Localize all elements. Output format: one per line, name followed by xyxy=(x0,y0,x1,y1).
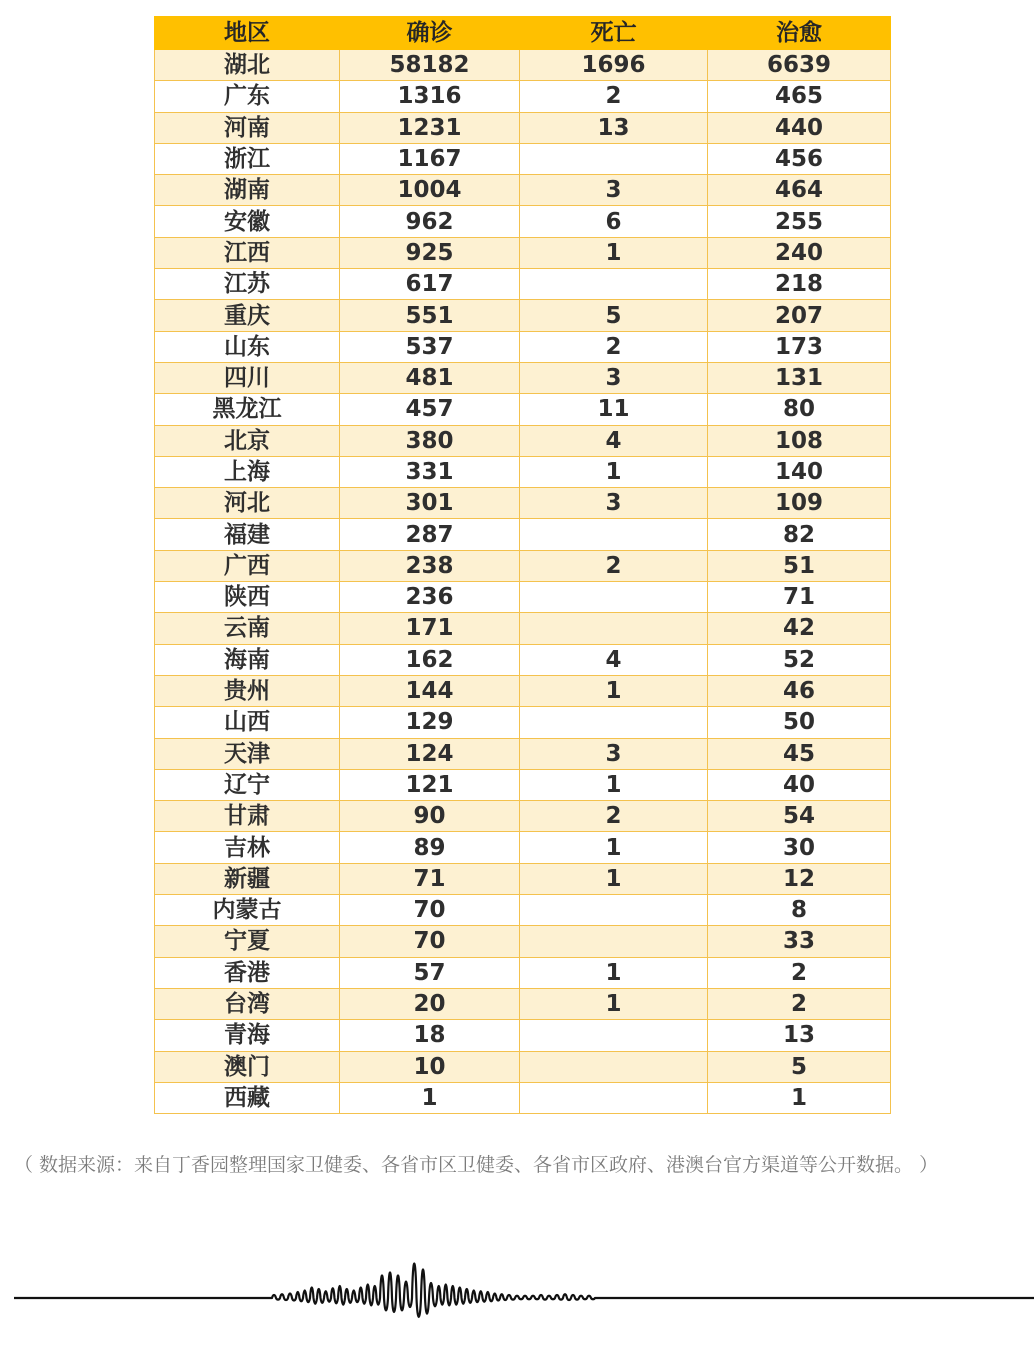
cell-region: 四川 xyxy=(155,362,340,393)
cell-region: 吉林 xyxy=(155,832,340,863)
table-row xyxy=(155,50,891,81)
cell-deaths: 3 xyxy=(520,488,708,519)
cell-region: 广东 xyxy=(155,81,340,112)
cell-confirmed: 144 xyxy=(340,675,520,706)
table-row xyxy=(155,456,891,487)
cell-recovered: 108 xyxy=(708,425,891,456)
cell-deaths xyxy=(520,613,708,644)
source-footnote: （ 数据来源：来自丁香园整理国家卫健委、各省市区卫健委、各省市区政府、港澳台官方渠道等公开数据。 ） xyxy=(14,1154,939,1176)
cell-deaths xyxy=(520,926,708,957)
table-row xyxy=(155,707,891,738)
cell-recovered: 13 xyxy=(708,1020,891,1051)
cell-region: 山西 xyxy=(155,707,340,738)
cell-region: 宁夏 xyxy=(155,926,340,957)
cell-deaths: 1 xyxy=(520,237,708,268)
cell-region: 黑龙江 xyxy=(155,394,340,425)
soundwave-divider-icon xyxy=(14,1248,1034,1338)
cell-confirmed: 171 xyxy=(340,613,520,644)
table-row xyxy=(155,300,891,331)
table-row xyxy=(155,488,891,519)
cell-confirmed: 10 xyxy=(340,1051,520,1082)
cell-confirmed: 18 xyxy=(340,1020,520,1051)
cell-confirmed: 331 xyxy=(340,456,520,487)
cell-region: 海南 xyxy=(155,644,340,675)
cell-confirmed: 70 xyxy=(340,926,520,957)
header-deaths: 死亡 xyxy=(520,17,708,50)
table-row xyxy=(155,957,891,988)
case-data-table xyxy=(154,16,891,1114)
cell-confirmed: 162 xyxy=(340,644,520,675)
table-row xyxy=(155,394,891,425)
cell-deaths: 1696 xyxy=(520,50,708,81)
header-region: 地区 xyxy=(155,17,340,50)
table-row xyxy=(155,331,891,362)
cell-deaths: 1 xyxy=(520,988,708,1019)
cell-region: 湖北 xyxy=(155,50,340,81)
cell-region: 广西 xyxy=(155,550,340,581)
cell-recovered: 440 xyxy=(708,112,891,143)
cell-deaths xyxy=(520,269,708,300)
cell-recovered: 456 xyxy=(708,143,891,174)
cell-recovered: 2 xyxy=(708,988,891,1019)
cell-confirmed: 1 xyxy=(340,1082,520,1113)
cell-recovered: 51 xyxy=(708,550,891,581)
cell-deaths: 4 xyxy=(520,425,708,456)
header-confirmed: 确诊 xyxy=(340,17,520,50)
cell-recovered: 464 xyxy=(708,175,891,206)
cell-region: 北京 xyxy=(155,425,340,456)
cell-recovered: 173 xyxy=(708,331,891,362)
cell-deaths: 6 xyxy=(520,206,708,237)
cell-confirmed: 71 xyxy=(340,863,520,894)
cell-recovered: 465 xyxy=(708,81,891,112)
table-row xyxy=(155,644,891,675)
cell-deaths: 2 xyxy=(520,331,708,362)
cell-confirmed: 457 xyxy=(340,394,520,425)
cell-deaths xyxy=(520,1082,708,1113)
cell-region: 安徽 xyxy=(155,206,340,237)
table-row xyxy=(155,206,891,237)
cell-recovered: 218 xyxy=(708,269,891,300)
cell-confirmed: 121 xyxy=(340,769,520,800)
cell-region: 江西 xyxy=(155,237,340,268)
header-recovered: 治愈 xyxy=(708,17,891,50)
cell-region: 台湾 xyxy=(155,988,340,1019)
table-row xyxy=(155,832,891,863)
cell-deaths: 5 xyxy=(520,300,708,331)
cell-recovered: 1 xyxy=(708,1082,891,1113)
cell-confirmed: 287 xyxy=(340,519,520,550)
table-row xyxy=(155,1082,891,1113)
table-row xyxy=(155,738,891,769)
cell-deaths xyxy=(520,1020,708,1051)
cell-deaths: 1 xyxy=(520,769,708,800)
cell-confirmed: 1004 xyxy=(340,175,520,206)
cell-confirmed: 20 xyxy=(340,988,520,1019)
cell-region: 福建 xyxy=(155,519,340,550)
cell-confirmed: 1316 xyxy=(340,81,520,112)
cell-region: 河南 xyxy=(155,112,340,143)
table-row xyxy=(155,112,891,143)
cell-recovered: 42 xyxy=(708,613,891,644)
cell-region: 天津 xyxy=(155,738,340,769)
cell-region: 陕西 xyxy=(155,582,340,613)
table-row xyxy=(155,143,891,174)
cell-deaths: 3 xyxy=(520,175,708,206)
cell-confirmed: 236 xyxy=(340,582,520,613)
cell-recovered: 82 xyxy=(708,519,891,550)
table-row xyxy=(155,269,891,300)
cell-recovered: 8 xyxy=(708,895,891,926)
table-row xyxy=(155,582,891,613)
cell-confirmed: 57 xyxy=(340,957,520,988)
table-row xyxy=(155,550,891,581)
cell-recovered: 46 xyxy=(708,675,891,706)
cell-recovered: 2 xyxy=(708,957,891,988)
cell-deaths: 2 xyxy=(520,81,708,112)
cell-region: 云南 xyxy=(155,613,340,644)
cell-region: 香港 xyxy=(155,957,340,988)
cell-recovered: 50 xyxy=(708,707,891,738)
table-header-row xyxy=(155,17,891,50)
table-row xyxy=(155,1020,891,1051)
cell-confirmed: 481 xyxy=(340,362,520,393)
cell-deaths xyxy=(520,519,708,550)
cell-deaths: 3 xyxy=(520,362,708,393)
cell-recovered: 54 xyxy=(708,801,891,832)
cell-recovered: 207 xyxy=(708,300,891,331)
table-row xyxy=(155,425,891,456)
cell-recovered: 109 xyxy=(708,488,891,519)
cell-confirmed: 70 xyxy=(340,895,520,926)
table-row xyxy=(155,175,891,206)
cell-region: 江苏 xyxy=(155,269,340,300)
cell-confirmed: 537 xyxy=(340,331,520,362)
table-row xyxy=(155,988,891,1019)
cell-deaths xyxy=(520,582,708,613)
cell-region: 辽宁 xyxy=(155,769,340,800)
cell-deaths: 4 xyxy=(520,644,708,675)
cell-region: 新疆 xyxy=(155,863,340,894)
cell-region: 贵州 xyxy=(155,675,340,706)
cell-recovered: 6639 xyxy=(708,50,891,81)
cell-confirmed: 925 xyxy=(340,237,520,268)
cell-confirmed: 1231 xyxy=(340,112,520,143)
cell-deaths: 13 xyxy=(520,112,708,143)
cell-deaths: 2 xyxy=(520,801,708,832)
cell-region: 湖南 xyxy=(155,175,340,206)
cell-recovered: 140 xyxy=(708,456,891,487)
cell-confirmed: 551 xyxy=(340,300,520,331)
cell-confirmed: 1167 xyxy=(340,143,520,174)
cell-deaths: 1 xyxy=(520,957,708,988)
table-row xyxy=(155,675,891,706)
cell-confirmed: 380 xyxy=(340,425,520,456)
table-row xyxy=(155,926,891,957)
cell-deaths xyxy=(520,707,708,738)
cell-confirmed: 962 xyxy=(340,206,520,237)
cell-region: 甘肃 xyxy=(155,801,340,832)
cell-region: 内蒙古 xyxy=(155,895,340,926)
cell-confirmed: 301 xyxy=(340,488,520,519)
table-row xyxy=(155,519,891,550)
cell-recovered: 71 xyxy=(708,582,891,613)
cell-region: 重庆 xyxy=(155,300,340,331)
cell-confirmed: 124 xyxy=(340,738,520,769)
cell-region: 河北 xyxy=(155,488,340,519)
cell-deaths: 3 xyxy=(520,738,708,769)
cell-region: 青海 xyxy=(155,1020,340,1051)
table-row xyxy=(155,895,891,926)
cell-recovered: 12 xyxy=(708,863,891,894)
cell-recovered: 52 xyxy=(708,644,891,675)
cell-recovered: 255 xyxy=(708,206,891,237)
cell-confirmed: 129 xyxy=(340,707,520,738)
table-row xyxy=(155,237,891,268)
table-row xyxy=(155,362,891,393)
cell-recovered: 33 xyxy=(708,926,891,957)
cell-deaths xyxy=(520,895,708,926)
cell-recovered: 80 xyxy=(708,394,891,425)
cell-recovered: 40 xyxy=(708,769,891,800)
cell-recovered: 30 xyxy=(708,832,891,863)
table-row xyxy=(155,1051,891,1082)
cell-confirmed: 238 xyxy=(340,550,520,581)
cell-confirmed: 58182 xyxy=(340,50,520,81)
cell-recovered: 240 xyxy=(708,237,891,268)
table-row xyxy=(155,801,891,832)
cell-deaths xyxy=(520,1051,708,1082)
cell-recovered: 5 xyxy=(708,1051,891,1082)
cell-deaths xyxy=(520,143,708,174)
cell-confirmed: 90 xyxy=(340,801,520,832)
cell-deaths: 1 xyxy=(520,456,708,487)
cell-deaths: 2 xyxy=(520,550,708,581)
cell-deaths: 1 xyxy=(520,863,708,894)
cell-recovered: 131 xyxy=(708,362,891,393)
cell-region: 上海 xyxy=(155,456,340,487)
cell-deaths: 11 xyxy=(520,394,708,425)
table-row xyxy=(155,81,891,112)
cell-region: 西藏 xyxy=(155,1082,340,1113)
cell-region: 山东 xyxy=(155,331,340,362)
table-row xyxy=(155,613,891,644)
table-row xyxy=(155,863,891,894)
cell-region: 澳门 xyxy=(155,1051,340,1082)
table-row xyxy=(155,769,891,800)
cell-confirmed: 89 xyxy=(340,832,520,863)
cell-confirmed: 617 xyxy=(340,269,520,300)
cell-deaths: 1 xyxy=(520,832,708,863)
cell-recovered: 45 xyxy=(708,738,891,769)
cell-region: 浙江 xyxy=(155,143,340,174)
cell-deaths: 1 xyxy=(520,675,708,706)
